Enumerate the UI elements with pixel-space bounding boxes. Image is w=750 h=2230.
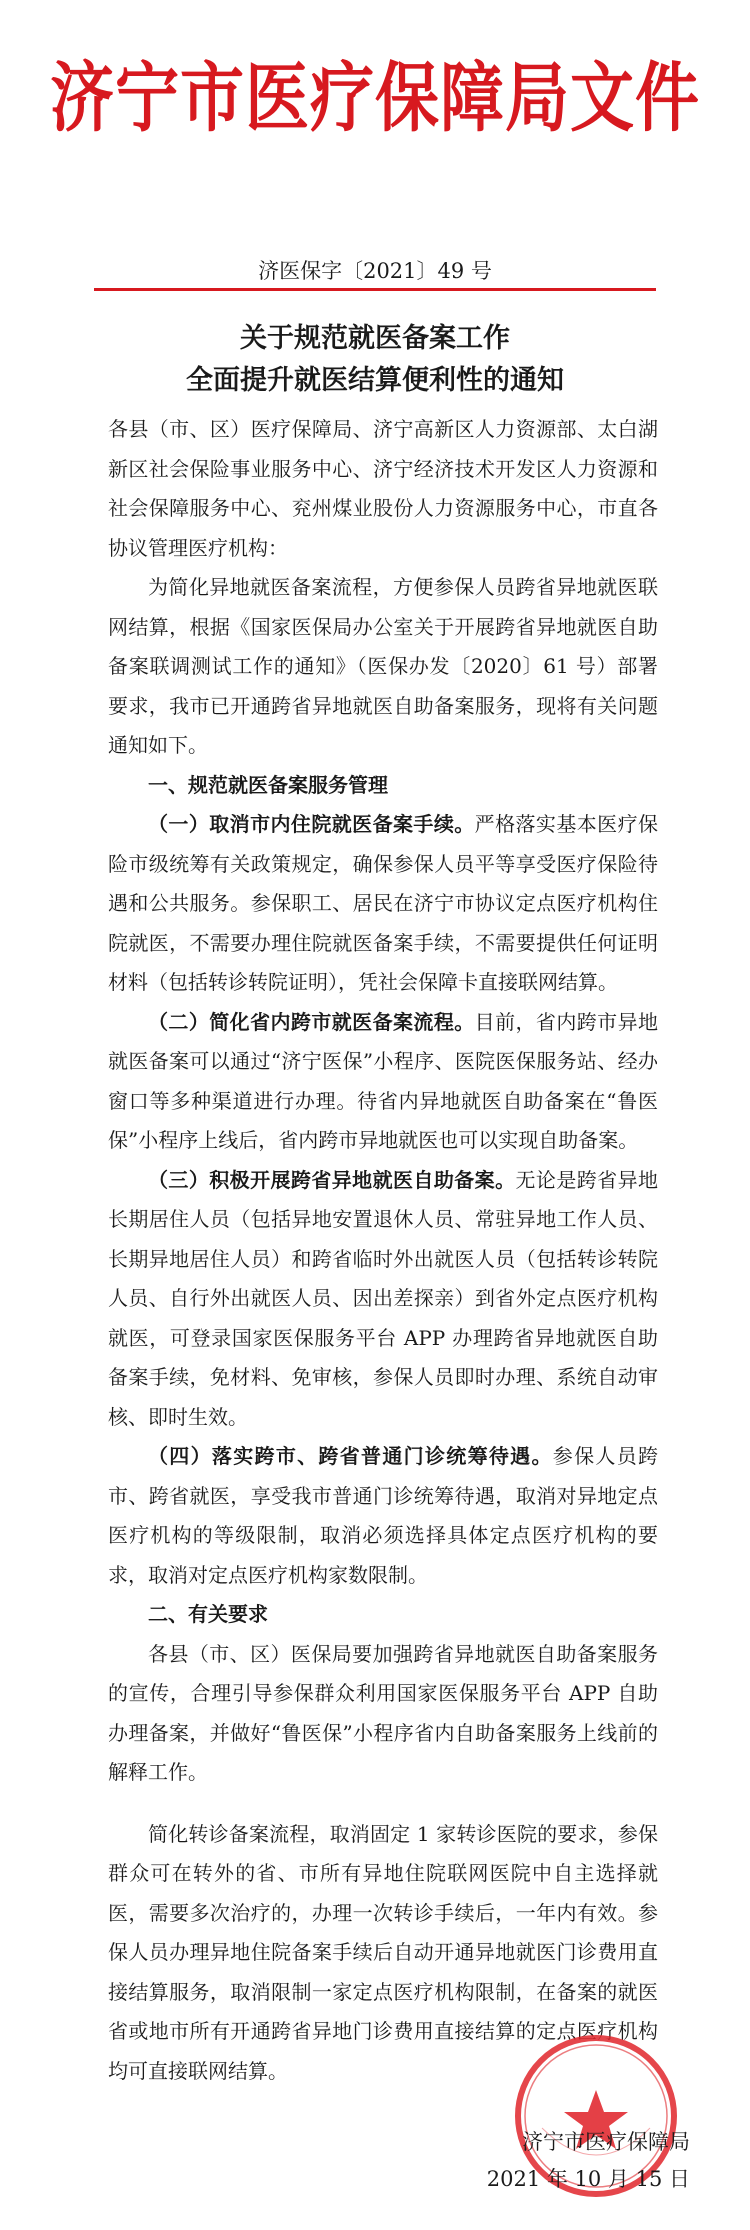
section-2-paragraph-2: 简化转诊备案流程，取消固定 1 家转诊医院的要求，参保群众可在转外的省、市所有异地住院联网医院中自主选择就医，需要多次治疗的，办理一次转诊手续后，一年内有效。参保人员办理异地住院备案手续后自动开通异地就医门诊费用直接结算服务，取消限制一家定点医疗机构限制，在备案的就医省或地市所有开通跨省异地门诊费用直接结算的定点医疗机构均可直接联网结算。	[108, 1821, 658, 2083]
section-1-item-2	[108, 1003, 658, 1161]
paragraph-spacer	[108, 1793, 658, 1815]
document-header-title: 济宁市医疗保障局文件	[50, 54, 700, 143]
signature-block	[487, 2124, 690, 2198]
item-3-text: 无论是跨省异地长期居住人员（包括异地安置退休人员、常驻异地工作人员、长期异地居住人员）和跨省临时外出就医人员（包括转诊转院人员、自行外出就医人员、因出差探亲）到省外定点医疗机构就医，可登录国家医保服务平台 APP 办理跨省异地就医自助备案手续，免材料、免审核，参保人员即时办理、系统自动审核、即时生效。	[108, 1167, 659, 1429]
section-1-item-1	[108, 805, 658, 1003]
item-3-lead: （三）积极开展跨省异地就医自助备案。	[148, 1167, 516, 1192]
signature-date: 2021 年 10 月 15 日	[486, 2167, 690, 2191]
item-4-lead: （四）落实跨市、跨省普通门诊统筹待遇。	[148, 1444, 553, 1468]
intro-paragraph: 为简化异地就医备案流程，方便参保人员跨省异地就医联网结算，根据《国家医保局办公室关于开展跨省异地就医自助备案联调测试工作的通知》（医保办发〔2020〕61 号）部署要求，我市已开通跨省异地就医自助备案服务，现将有关问题通知如下。	[108, 575, 658, 757]
document-number: 济医保字〔2021〕49 号	[258, 259, 492, 283]
section-2-paragraph-1: 各县（市、区）医保局要加强跨省异地就医自助备案服务的宣传，合理引导参保群众利用国家医保服务平台 APP 自助办理备案，并做好“鲁医保”小程序省内自助备案服务上线前的解释工作。	[108, 1641, 658, 1784]
header-divider	[94, 288, 656, 291]
item-4-text: 参保人员跨市、跨省就医，享受我市普通门诊统筹待遇，取消对异地定点医疗机构的等级限制，取消必须选择具体定点医疗机构的要求，取消对定点医疗机构家数限制。	[108, 1444, 659, 1587]
item-2-lead: （二）简化省内跨市就医备案流程。	[148, 1009, 475, 1034]
item-2-text: 目前，省内跨市异地就医备案可以通过“济宁医保”小程序、医院医保服务站、经办窗口等多种渠道进行办理。待省内异地就医自助备案在“鲁医保”小程序上线后，省内跨市异地就医也可以实现自助备案。	[108, 1009, 659, 1152]
addressees-paragraph: 各县（市、区）医疗保障局、济宁高新区人力资源部、太白湖新区社会保险事业服务中心、济宁经济技术开发区人力资源和社会保障服务中心、兖州煤业股份人力资源服务中心，市直各协议管理医疗机构：	[108, 417, 658, 560]
section-2-heading: 二、有关要求	[148, 1602, 268, 1626]
item-1-text: 严格落实基本医疗保险市级统筹有关政策规定，确保参保人员平等享受医疗保险待遇和公共服务。参保职工、居民在济宁市协议定点医疗机构住院就医，不需要办理住院就医备案手续，不需要提供任何证明材料（包括转诊转院证明），凭社会保障卡直接联网结算。	[108, 812, 659, 994]
notice-title-line-2: 全面提升就医结算便利性的通知	[186, 365, 564, 396]
notice-title-line-1: 关于规范就医备案工作	[240, 323, 510, 354]
section-1-heading: 一、规范就医备案服务管理	[148, 772, 388, 797]
document-body	[108, 410, 658, 2091]
item-1-lead: （一）取消市内住院就医备案手续。	[148, 812, 475, 836]
section-1-item-3	[108, 1161, 658, 1438]
signature-organization: 济宁市医疗保障局	[522, 2130, 690, 2154]
section-1-item-4	[108, 1437, 658, 1595]
